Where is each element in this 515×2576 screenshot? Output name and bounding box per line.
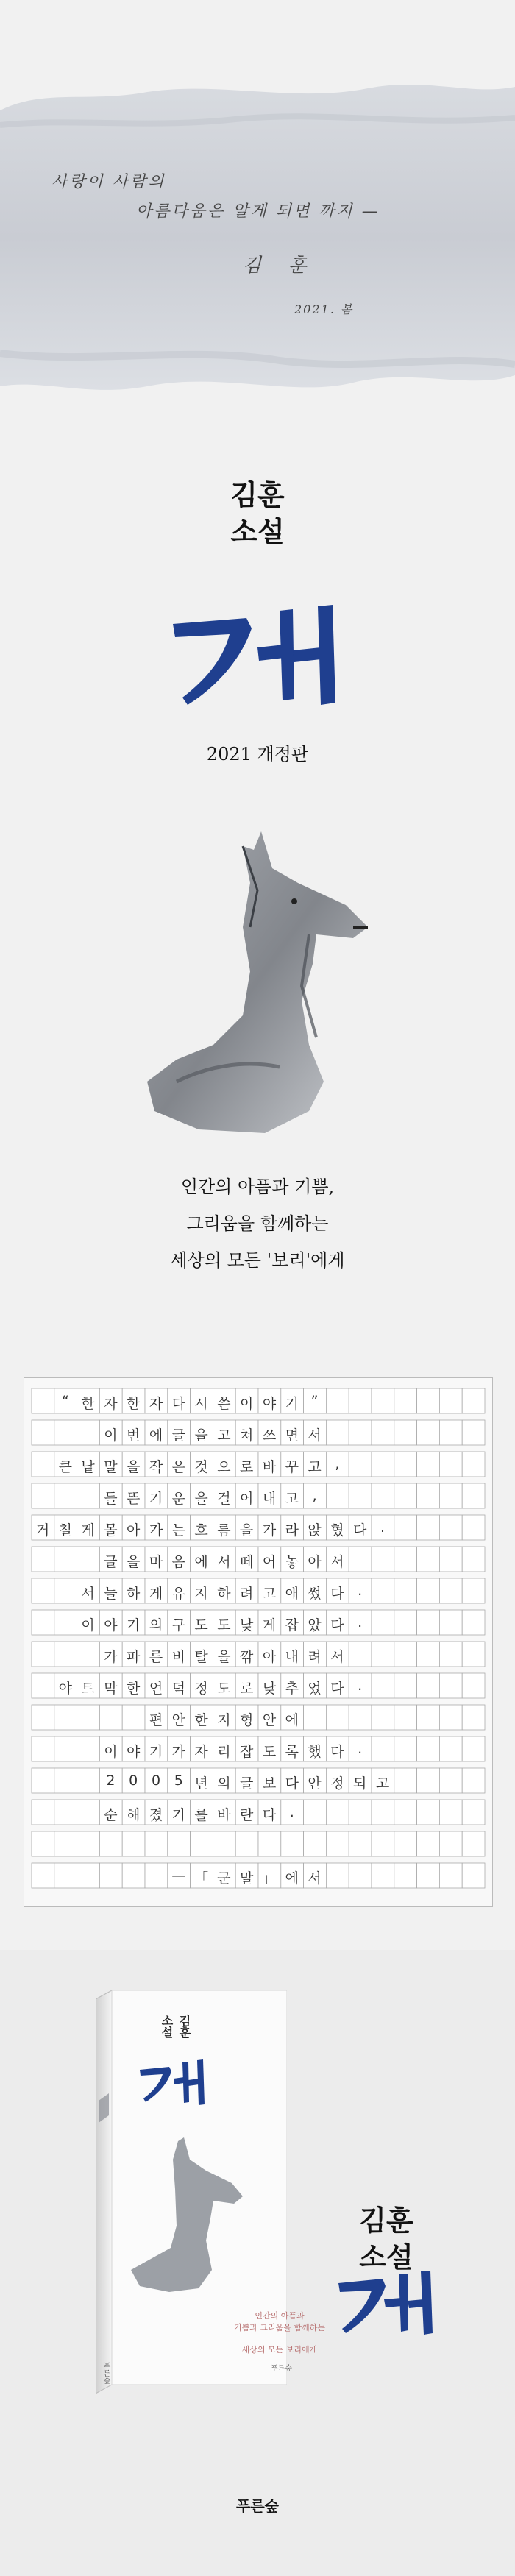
manuscript-char: 것 — [194, 1459, 208, 1475]
manuscript-char: 자 — [104, 1396, 118, 1412]
manuscript-char: 정 — [194, 1681, 208, 1697]
manuscript-char: 로 — [240, 1459, 254, 1475]
manuscript-row — [24, 1512, 492, 1541]
manuscript-char: 번 — [127, 1427, 141, 1444]
handwritten-line-2: 아름다움은 알게 되면 까지 — — [136, 202, 380, 221]
manuscript-char: 혔 — [330, 1522, 344, 1539]
manuscript-char: 바 — [217, 1807, 231, 1823]
manuscript-row — [24, 1544, 492, 1573]
manuscript-char: 글 — [171, 1427, 185, 1444]
manuscript-char: 낱 — [81, 1459, 95, 1475]
manuscript-char: 야 — [104, 1617, 118, 1633]
cover-author: 김훈 — [177, 2015, 191, 2038]
manuscript-char: 를 — [194, 1807, 208, 1823]
manuscript-char: 에 — [149, 1427, 163, 1444]
manuscript-char: 기 — [171, 1807, 185, 1823]
manuscript-char: 이 — [104, 1744, 118, 1760]
manuscript-char: 0 — [151, 1773, 161, 1789]
manuscript-row — [24, 1828, 492, 1858]
manuscript-char: 고 — [308, 1459, 322, 1475]
manuscript-char: 기 — [127, 1617, 141, 1633]
manuscript-char: 이 — [104, 1427, 118, 1444]
manuscript-char: 뜬 — [127, 1491, 141, 1507]
manuscript-char: 덕 — [171, 1681, 185, 1697]
manuscript-char: 가 — [171, 1744, 185, 1760]
manuscript-char: 파 — [127, 1649, 141, 1665]
manuscript-char: 낮 — [240, 1617, 254, 1633]
manuscript-char: 서 — [308, 1870, 322, 1887]
manuscript-char: 려 — [240, 1586, 254, 1602]
cover-tagline — [228, 2310, 331, 2356]
manuscript-char: ” — [310, 1393, 319, 1409]
manuscript-char: 서 — [330, 1554, 344, 1570]
cover-tagline-3: 세상의 모든 보리에게 — [241, 2345, 318, 2355]
manuscript-char: 되 — [353, 1775, 367, 1792]
manuscript-char: 막 — [104, 1681, 118, 1697]
manuscript-char: 서 — [308, 1427, 322, 1444]
manuscript-char: 서 — [217, 1554, 231, 1570]
manuscript-char: 하 — [217, 1586, 231, 1602]
manuscript-char: 서 — [81, 1586, 95, 1602]
manuscript-char: 탈 — [194, 1649, 208, 1665]
manuscript-char: 었 — [308, 1681, 322, 1697]
manuscript-char: 자 — [149, 1396, 163, 1412]
manuscript-char: 가 — [104, 1649, 118, 1665]
manuscript-char: 편 — [149, 1712, 163, 1728]
manuscript-char: 정 — [330, 1775, 344, 1792]
manuscript-char: 면 — [285, 1427, 299, 1444]
manuscript-char: 기 — [149, 1744, 163, 1760]
manuscript-char: 0 — [129, 1773, 138, 1789]
manuscript-char: 으 — [217, 1459, 231, 1475]
manuscript-char: 비 — [171, 1649, 185, 1665]
manuscript-char: 쓴 — [217, 1396, 231, 1412]
spine-publisher-mark: 푸른숲 — [102, 2362, 110, 2384]
manuscript-char: 언 — [149, 1681, 163, 1697]
manuscript-char: 의 — [149, 1617, 163, 1633]
manuscript-char: 말 — [240, 1870, 254, 1887]
manuscript-char: 들 — [104, 1491, 118, 1507]
manuscript-char: 도 — [262, 1744, 277, 1760]
handwritten-line-1: 사랑이 사람의 — [52, 173, 166, 191]
manuscript-char: 잡 — [240, 1744, 254, 1760]
manuscript-row — [24, 1639, 492, 1668]
manuscript-char: 꾸 — [285, 1459, 299, 1475]
manuscript-char: 애 — [285, 1586, 299, 1602]
manuscript-char: 」 — [262, 1870, 277, 1887]
manuscript-char: 을 — [127, 1459, 141, 1475]
manuscript-char: 마 — [149, 1554, 163, 1570]
manuscript-char: 하 — [127, 1586, 141, 1602]
manuscript-char: 안 — [171, 1712, 185, 1728]
manuscript-char: 가 — [149, 1522, 163, 1539]
manuscript-char: 놓 — [285, 1554, 299, 1570]
manuscript-char: 해 — [127, 1807, 141, 1823]
manuscript-char: 2 — [106, 1773, 116, 1789]
manuscript-char: 도 — [217, 1681, 231, 1697]
manuscript-char: 칠 — [58, 1522, 72, 1539]
manuscript-char: . — [358, 1741, 363, 1757]
manuscript-row — [24, 1860, 492, 1890]
manuscript-row — [24, 1449, 492, 1478]
manuscript-char: 시 — [194, 1396, 208, 1412]
manuscript-char: . — [358, 1678, 363, 1694]
manuscript-char: 늘 — [104, 1586, 118, 1602]
manuscript-char: 리 — [217, 1744, 231, 1760]
manuscript-row — [24, 1575, 492, 1605]
tagline-line-2: 그리움을 함께하는 — [186, 1213, 329, 1234]
manuscript-char: 기 — [149, 1491, 163, 1507]
manuscript-char: 바 — [262, 1459, 277, 1475]
manuscript-char: 른 — [149, 1649, 163, 1665]
manuscript-char: 거 — [35, 1522, 50, 1539]
manuscript-char: 한 — [194, 1712, 208, 1728]
genre-label: 소설 — [230, 515, 285, 548]
manuscript-char: 자 — [194, 1744, 208, 1760]
dog-illustration — [132, 817, 412, 1140]
manuscript-char: 을 — [194, 1491, 208, 1507]
manuscript-char: 몰 — [104, 1522, 118, 1539]
manuscript-char: 글 — [240, 1775, 254, 1792]
manuscript-char: 을 — [127, 1554, 141, 1570]
manuscript-char: 은 — [171, 1459, 185, 1475]
publisher-logo: 푸른숲 — [236, 2497, 279, 2515]
manuscript-char: 지 — [217, 1712, 231, 1728]
manuscript-char: 했 — [308, 1744, 322, 1760]
manuscript-char: 안 — [262, 1712, 277, 1728]
manuscript-row — [24, 1765, 492, 1795]
manuscript-char: 작 — [149, 1459, 163, 1475]
manuscript-char: 한 — [81, 1396, 95, 1412]
manuscript-char: , — [335, 1456, 340, 1472]
manuscript-char: 야 — [262, 1396, 277, 1412]
manuscript-char: 어 — [240, 1491, 254, 1507]
book-title-calligraphy — [0, 603, 515, 706]
manuscript-char: 내 — [285, 1649, 299, 1665]
manuscript-char: 군 — [217, 1870, 231, 1887]
manuscript-char: 게 — [81, 1522, 95, 1539]
manuscript-char: 구 — [171, 1617, 185, 1633]
manuscript-char: 큰 — [58, 1459, 72, 1475]
manuscript-char: 다 — [330, 1681, 344, 1697]
manuscript-char: 에 — [194, 1554, 208, 1570]
manuscript-char: 떼 — [240, 1554, 254, 1570]
tagline-line-1: 인간의 아픔과 기쁨, — [180, 1177, 335, 1197]
manuscript-char: 흐 — [194, 1522, 208, 1539]
manuscript-char: 잡 — [285, 1617, 299, 1633]
manuscript-char: 운 — [171, 1491, 185, 1507]
manuscript-char: 름 — [217, 1522, 231, 1539]
manuscript-char: 고 — [262, 1586, 277, 1602]
tagline-line-3: 세상의 모든 '보리'에게 — [170, 1250, 345, 1271]
manuscript-char: 려 — [308, 1649, 322, 1665]
manuscript-char: . — [358, 1614, 363, 1631]
manuscript-char: 추 — [285, 1681, 299, 1697]
manuscript-char: 란 — [240, 1807, 254, 1823]
author-note-banner — [0, 0, 515, 412]
manuscript-char: . — [289, 1804, 294, 1820]
manuscript-char: 야 — [58, 1681, 72, 1697]
manuscript-char: 안 — [308, 1775, 322, 1792]
manuscript-row — [24, 1670, 492, 1700]
manuscript-char: 라 — [285, 1522, 299, 1539]
manuscript-char: 깎 — [240, 1649, 254, 1665]
manuscript-char: 다 — [262, 1807, 277, 1823]
manuscript-char: 쳐 — [240, 1427, 254, 1444]
manuscript-char: 을 — [217, 1649, 231, 1665]
manuscript-row — [24, 1607, 492, 1636]
manuscript-row — [24, 1480, 492, 1510]
manuscript-char: 의 — [217, 1775, 231, 1792]
manuscript-char: 아 — [127, 1522, 141, 1539]
manuscript-char: 내 — [262, 1491, 277, 1507]
manuscript-char: 로 — [240, 1681, 254, 1697]
manuscript-char: 다 — [285, 1775, 299, 1792]
side-genre-label: 소설 — [359, 2240, 413, 2274]
manuscript-char: . — [358, 1583, 363, 1599]
cover-publisher-mark: 푸른숲 — [271, 2365, 292, 2373]
manuscript-char: 에 — [285, 1712, 299, 1728]
manuscript-row — [24, 1797, 492, 1826]
manuscript-char: 순 — [104, 1807, 118, 1823]
manuscript-char: 게 — [262, 1617, 277, 1633]
manuscript-row — [24, 1385, 492, 1415]
manuscript-char: 아 — [308, 1554, 322, 1570]
manuscript-char: 이 — [81, 1617, 95, 1633]
manuscript-char: 말 — [104, 1459, 118, 1475]
manuscript-char: 썼 — [308, 1586, 322, 1602]
manuscript-char: 지 — [194, 1586, 208, 1602]
manuscript-char: 도 — [217, 1617, 231, 1633]
manuscript-char: — — [171, 1867, 186, 1884]
cover-genre: 소설 — [160, 2015, 174, 2038]
manuscript-char: 는 — [171, 1522, 185, 1539]
manuscript-char: 글 — [104, 1554, 118, 1570]
side-author-name: 김훈 — [359, 2204, 413, 2237]
manuscript-char: 서 — [330, 1649, 344, 1665]
manuscript-char: 다 — [330, 1744, 344, 1760]
manuscript-char: 았 — [308, 1617, 322, 1633]
cover-tagline-1: 인간의 아픔과 — [255, 2311, 305, 2321]
manuscript-char: 아 — [262, 1649, 277, 1665]
manuscript-char: 보 — [262, 1775, 277, 1792]
manuscript-char: 앉 — [308, 1522, 322, 1539]
manuscript-char: 「 — [194, 1870, 209, 1887]
handwritten-date: 2021. 봄 — [294, 302, 354, 316]
manuscript-char: 걸 — [217, 1491, 231, 1507]
manuscript-char: 기 — [285, 1396, 299, 1412]
manuscript-char: 다 — [171, 1396, 185, 1412]
manuscript-row — [24, 1417, 492, 1447]
manuscript-char: , — [312, 1488, 317, 1504]
manuscript-row — [24, 1734, 492, 1763]
manuscript-char: 록 — [285, 1744, 299, 1760]
manuscript-char: 한 — [127, 1396, 141, 1412]
manuscript-char: 형 — [240, 1712, 254, 1728]
manuscript-char: 고 — [285, 1491, 299, 1507]
edition-label: 2021 개정판 — [206, 744, 309, 764]
manuscript-char: . — [380, 1519, 386, 1536]
manuscript-char: 어 — [262, 1554, 277, 1570]
manuscript-char: 졌 — [149, 1807, 163, 1823]
manuscript-char: 5 — [174, 1773, 183, 1789]
manuscript-char: 가 — [262, 1522, 277, 1539]
manuscript-char: 트 — [81, 1681, 95, 1697]
manuscript-char: “ — [61, 1393, 69, 1409]
manuscript-char: 낮 — [262, 1681, 277, 1697]
author-name: 김훈 — [230, 478, 285, 511]
manuscript-char: 유 — [171, 1586, 185, 1602]
manuscript-char: 음 — [171, 1554, 185, 1570]
manuscript-char: 년 — [194, 1775, 208, 1792]
manuscript-char: 을 — [240, 1522, 254, 1539]
side-book-title-calligraphy — [331, 2270, 449, 2336]
handwritten-signature: 김 훈 — [243, 255, 317, 277]
manuscript-char: 고 — [217, 1427, 231, 1444]
manuscript-char: 다 — [330, 1586, 344, 1602]
manuscript-char: 도 — [194, 1617, 208, 1633]
manuscript-char: 고 — [375, 1775, 390, 1792]
manuscript-char: 야 — [127, 1744, 141, 1760]
cover-tagline-2: 기쁨과 그리움을 함께하는 — [234, 2323, 325, 2332]
manuscript-char: 한 — [127, 1681, 141, 1697]
manuscript-char: 쓰 — [262, 1427, 277, 1444]
manuscript-char: 이 — [240, 1396, 254, 1412]
cover-genre-wrap — [146, 2015, 175, 2038]
manuscript-char: 을 — [194, 1427, 208, 1444]
manuscript-row — [24, 1702, 492, 1731]
manuscript-paper — [24, 1377, 493, 1907]
manuscript-char: 다 — [330, 1617, 344, 1633]
manuscript-char: 다 — [353, 1522, 367, 1539]
manuscript-char: 에 — [285, 1870, 299, 1887]
manuscript-char: 게 — [149, 1586, 163, 1602]
